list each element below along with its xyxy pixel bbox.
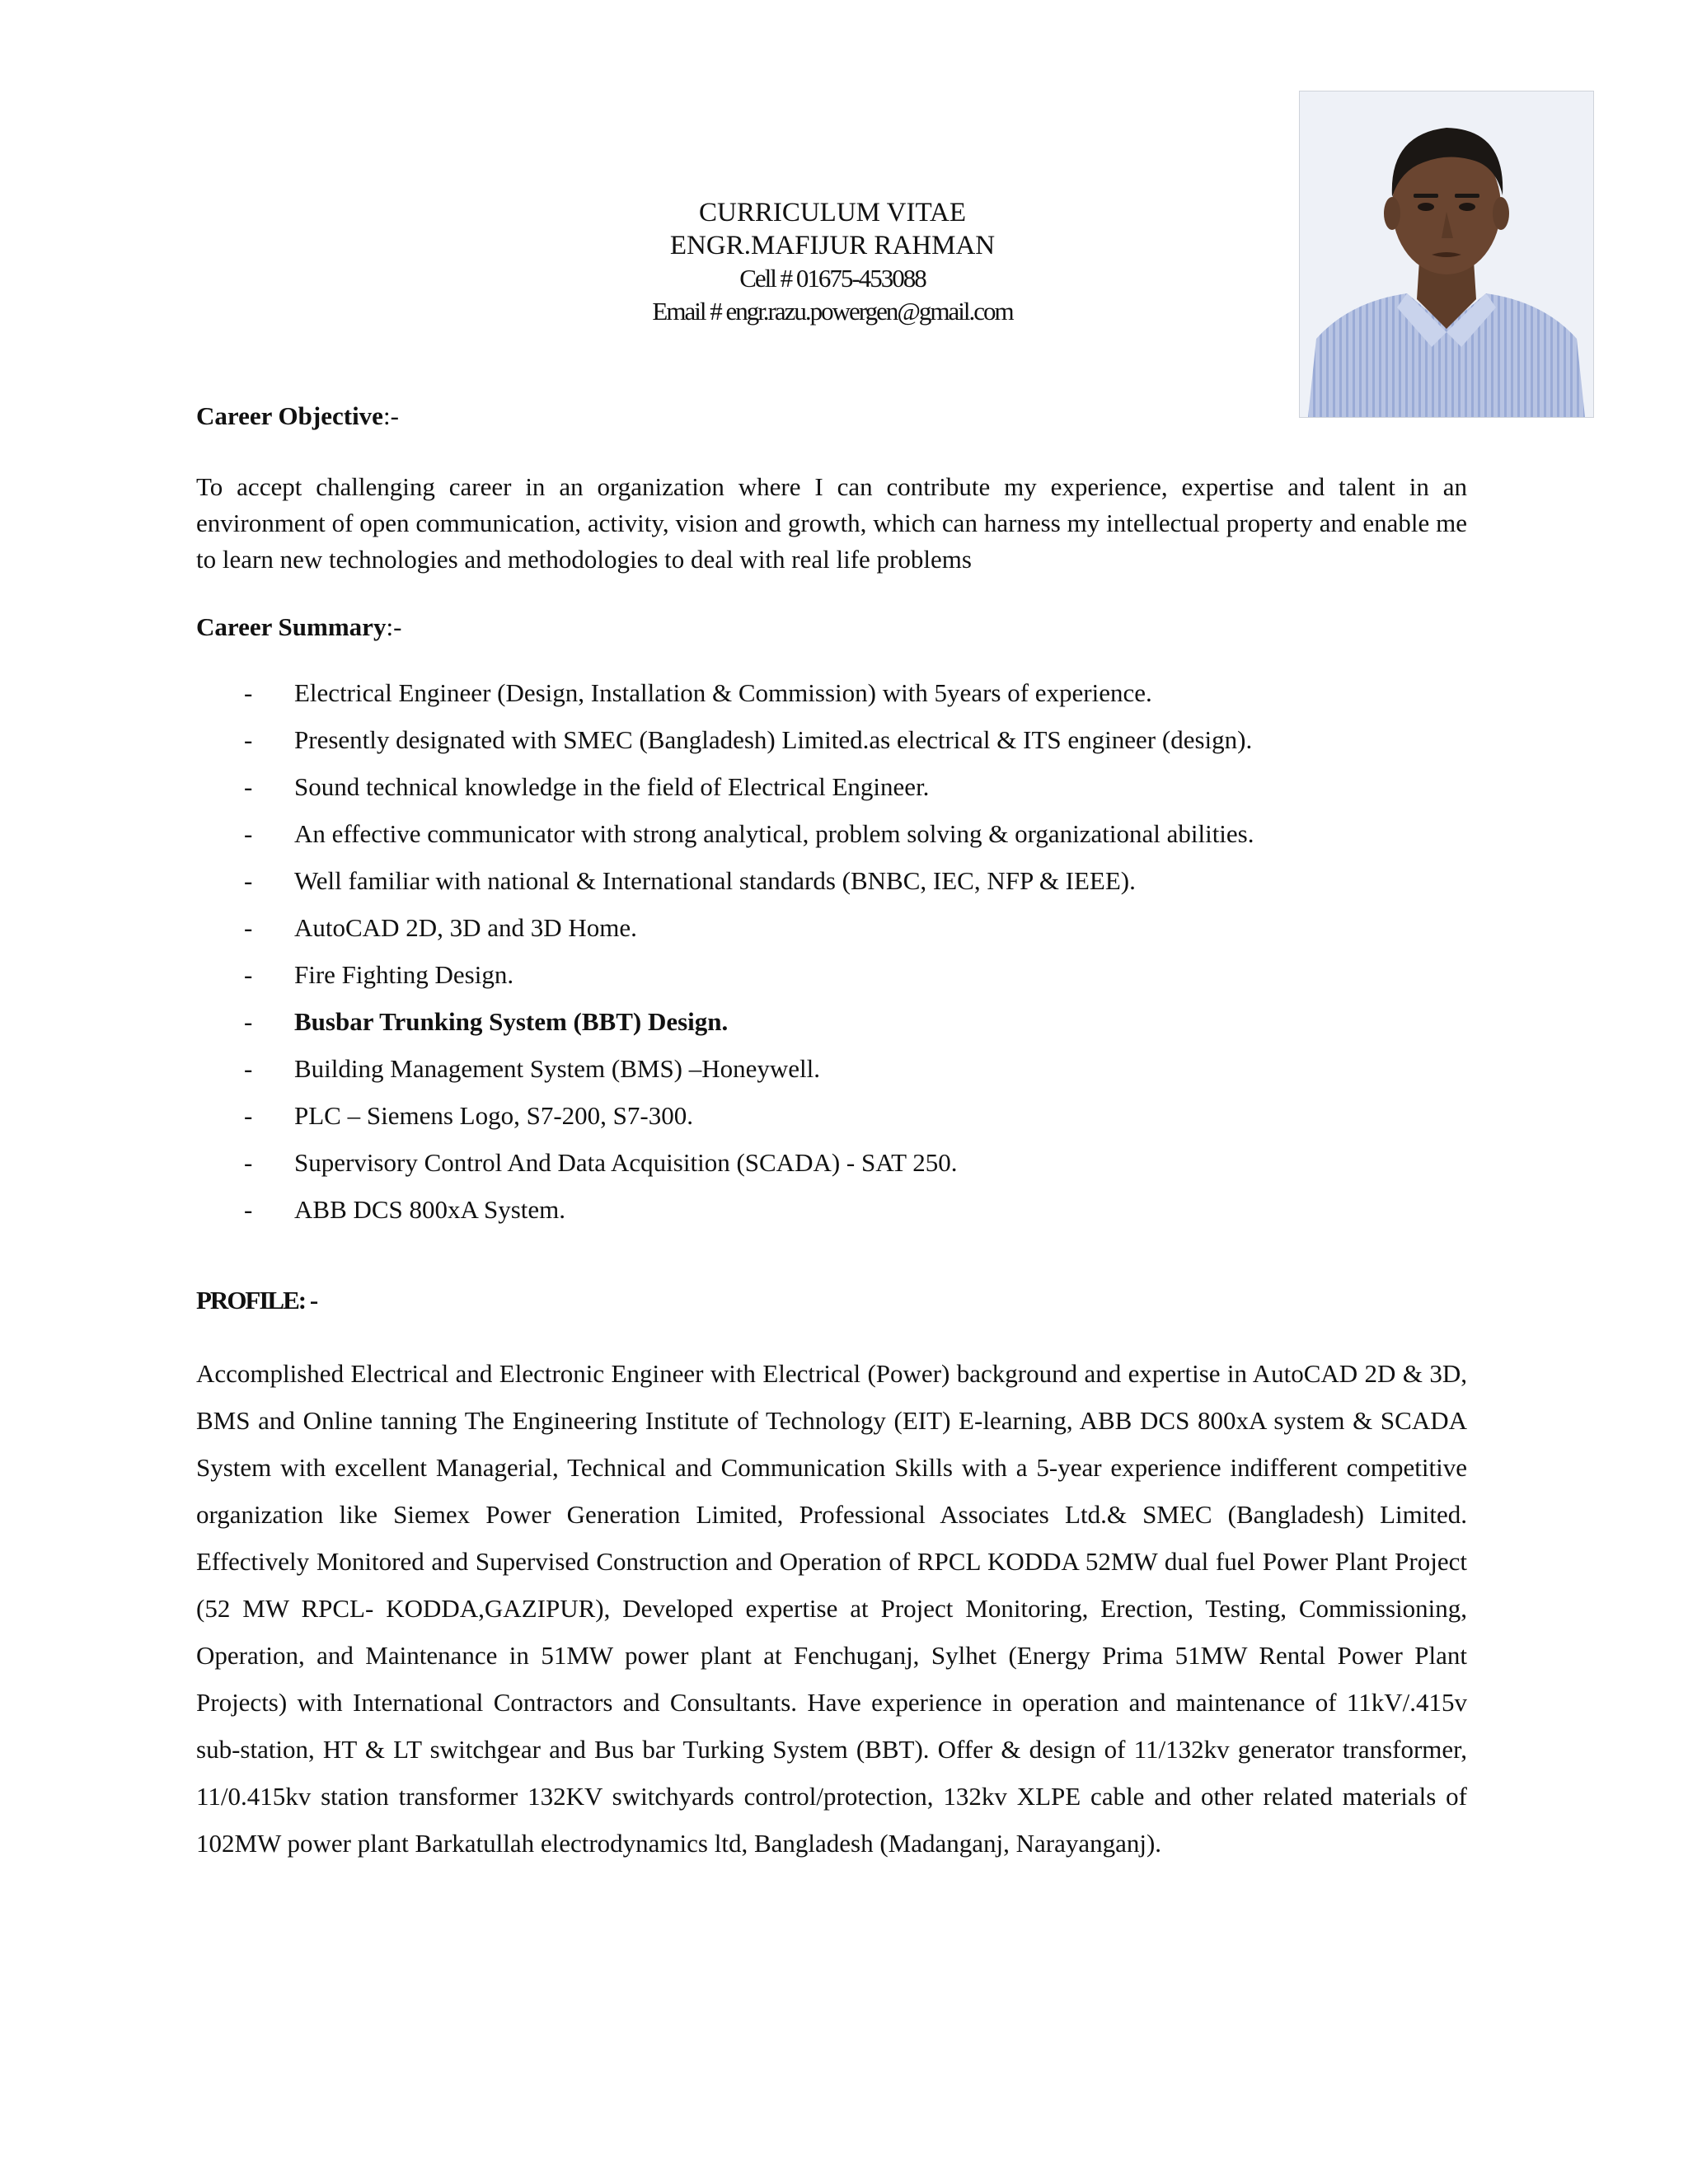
list-item	[196, 1052, 1467, 1085]
list-dash: -	[244, 913, 253, 942]
list-dash: -	[244, 1054, 253, 1083]
list-dash: -	[244, 725, 253, 754]
list-item	[196, 958, 1467, 991]
career-objective-heading-suffix: :-	[382, 401, 399, 430]
profile-text: Accomplished Electrical and Electronic Engineer with Electrical (Power) background and expertise in AutoCAD 2D & 3D, BMS and Online tanning The Engineering Institute of Technology (EIT) E-learning, ABB DCS 800xA system & SCADA System with excellent Managerial, Technical and Communication Skills with a 5-year experience indifferent competitive organization like Siemex Power Generation Limited, Professional Associates Ltd.& SMEC (Bangladesh) Limited. Effectively Monitored and Supervised Construction and Operation of RPCL KODDA 52MW dual fuel Power Plant Project (52 MW RPCL- KODDA,GAZIPUR), Developed expertise at Project Monitoring, Erection, Testing, Commissioning, Operation, and Maintenance in 51MW power plant at Fenchuganj, Sylhet (Energy Prima 51MW Rental Power Plant Projects) with International Contractors and Consultants. Have experience in operation and maintenance of 11kV/.415v sub-station, HT & LT switchgear and Bus bar Turking System (BBT). Offer & design of 11/132kv generator transformer, 11/0.415kv station transformer 132KV switchyards control/protection, 132kv XLPE cable and other related materials of 102MW power plant Barkatullah electrodynamics ltd, Bangladesh (Madanganj, Narayanganj).	[196, 1359, 1467, 1858]
list-item-text: ABB DCS 800xA System.	[294, 1195, 566, 1224]
cv-content	[196, 396, 1467, 1892]
list-item	[196, 1005, 1467, 1038]
cell-number: Cell # 01675-453088	[739, 264, 926, 293]
list-item	[196, 912, 1467, 944]
list-item-text: Busbar Trunking System (BBT) Design.	[294, 1007, 729, 1036]
list-dash: -	[244, 1195, 253, 1224]
career-summary-heading	[196, 611, 1467, 644]
list-item	[196, 1193, 1467, 1226]
list-dash: -	[244, 772, 253, 801]
list-item	[196, 771, 1467, 804]
profile-photo-icon	[1300, 91, 1593, 417]
career-objective-heading	[196, 400, 1467, 433]
email-address: Email # engr.razu.powergen@gmail.com	[652, 297, 1013, 326]
career-objective-text: To accept challenging career in an organization where I can contribute my experience, expertise and talent in an environment of open communication, activity, vision and growth, which can harness my intellectual property and enable me to learn new technologies and methodologies to deal with real life problems	[196, 472, 1467, 574]
list-item-text: Supervisory Control And Data Acquisition (SCADA) - SAT 250.	[294, 1148, 958, 1177]
list-item-text: Fire Fighting Design.	[294, 960, 514, 989]
list-item	[196, 1146, 1467, 1179]
career-summary-heading-suffix: :-	[386, 612, 402, 641]
list-dash: -	[244, 866, 253, 895]
list-item	[196, 677, 1467, 710]
list-item-text: PLC – Siemens Logo, S7-200, S7-300.	[294, 1101, 693, 1130]
profile-heading: PROFILE: -	[196, 1286, 317, 1315]
list-dash: -	[244, 678, 253, 707]
list-item	[196, 724, 1467, 757]
list-dash: -	[244, 1148, 253, 1177]
list-item	[196, 818, 1467, 851]
list-item	[196, 865, 1467, 898]
career-summary-list	[196, 677, 1467, 1226]
career-objective-heading-text: Career Objective	[196, 401, 383, 430]
list-item-text: AutoCAD 2D, 3D and 3D Home.	[294, 913, 637, 942]
list-item-text: Building Management System (BMS) –Honeywell.	[294, 1054, 821, 1083]
cv-header	[495, 196, 1170, 328]
list-dash: -	[244, 1101, 253, 1130]
list-item	[196, 1099, 1467, 1132]
list-dash: -	[244, 960, 253, 989]
list-item-text: Well familiar with national & International standards (BNBC, IEC, NFP & IEEE).	[294, 866, 1136, 895]
profile-photo	[1299, 91, 1594, 418]
career-summary-heading-text: Career Summary	[196, 612, 387, 641]
list-dash: -	[244, 1007, 253, 1036]
document-title: CURRICULUM VITAE	[698, 198, 966, 227]
list-item-text: An effective communicator with strong analytical, problem solving & organizational abilities.	[294, 819, 1254, 848]
candidate-name: ENGR.MAFIJUR RAHMAN	[669, 231, 996, 260]
list-dash: -	[244, 819, 253, 848]
list-item-text: Presently designated with SMEC (Bangladesh) Limited.as electrical & ITS engineer (design).	[294, 725, 1253, 754]
list-item-text: Sound technical knowledge in the field of Electrical Engineer.	[294, 772, 930, 801]
list-item-text: Electrical Engineer (Design, Installation & Commission) with 5years of experience.	[294, 678, 1152, 707]
